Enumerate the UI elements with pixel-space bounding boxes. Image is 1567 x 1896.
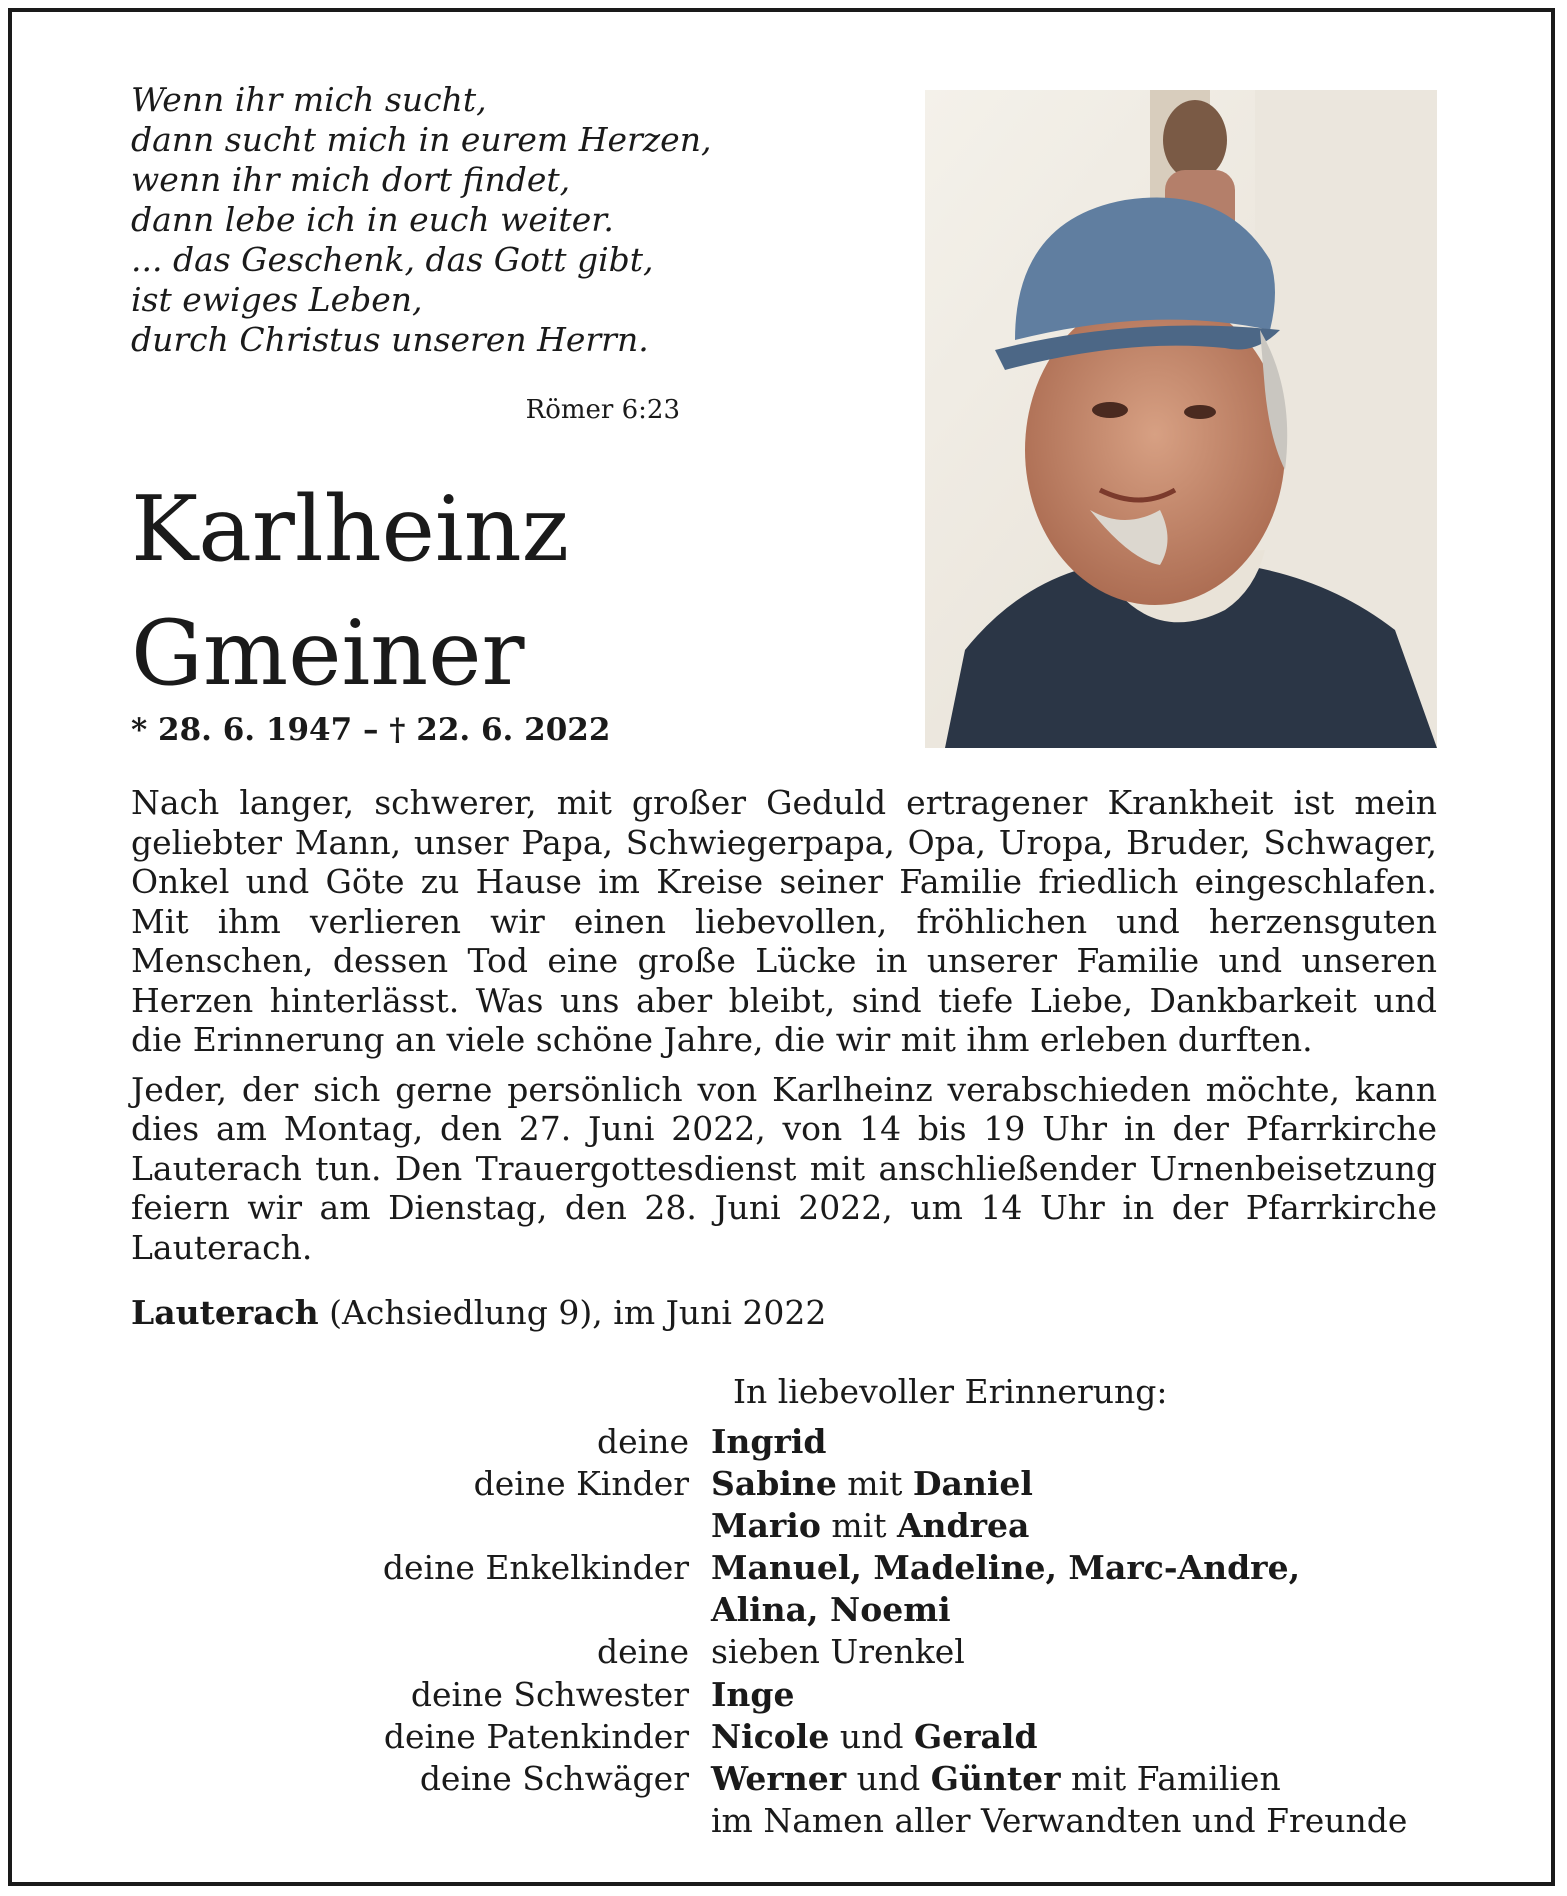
place-town: Lauterach [131, 1293, 319, 1332]
signoff: In liebevoller Erinnerung: [733, 1372, 1168, 1411]
relation-label: deine Schwester [410, 1674, 689, 1714]
family-member-name: Werner [711, 1758, 847, 1798]
poem-line: dann lebe ich in euch weiter. [131, 200, 614, 239]
family-member-name: Ingrid [711, 1422, 827, 1461]
connector-text: und [829, 1716, 914, 1756]
family-member-name: Gerald [913, 1716, 1038, 1756]
relation-label [131, 1800, 711, 1842]
connector-text: mit Familien [1060, 1758, 1281, 1798]
family-member-name: Daniel [912, 1464, 1033, 1504]
connector-text: und [846, 1758, 931, 1798]
connector-text: im Namen aller Verwandten und Freunde [711, 1800, 1408, 1840]
family-member-name: Nicole [711, 1716, 830, 1756]
funeral-details-paragraph: Jeder, der sich gerne persönlich von Karlheinz verabschieden möchte, kann dies am Montag, den 27. Juni 2022, von 14 bis 19 Uhr in der Pfarrkirche Lauterach tun. Den Trauergottesdienst mit anschließender Urnenbeisetzung feiern wir am Dienstag, den 28. Juni 2022, um 14 Uhr in der Pfarrkirche Lauterach. [131, 1069, 1437, 1267]
family-row [131, 1421, 1451, 1463]
poem-line: wenn ihr mich dort findet, [131, 160, 571, 199]
family-names [711, 1674, 795, 1716]
place-rest: (Achsiedlung 9), im Juni 2022 [318, 1293, 827, 1332]
relation-label: deine Enkelkinder [382, 1548, 689, 1588]
portrait-photo [925, 90, 1437, 748]
family-names [711, 1463, 1033, 1505]
family-member-name: Günter [930, 1758, 1061, 1798]
family-names [711, 1800, 1407, 1842]
relation-label: deine Schwäger [419, 1758, 689, 1798]
family-row [131, 1547, 1451, 1589]
obituary-text [131, 783, 1437, 1267]
connector-text: sieben Urenkel [711, 1632, 965, 1672]
family-member-name: Sabine [711, 1464, 837, 1504]
family-row [131, 1589, 1451, 1631]
relation-label: deine Kinder [473, 1464, 689, 1504]
family-row [131, 1463, 1451, 1505]
first-name: Karlheinz [131, 477, 570, 582]
family-names [711, 1716, 1038, 1758]
family-names [711, 1421, 827, 1463]
family-names [711, 1631, 965, 1673]
family-row [131, 1505, 1451, 1547]
family-names [711, 1589, 951, 1631]
poem-line: durch Christus unseren Herrn. [131, 320, 649, 359]
poem-line: ... das Geschenk, das Gott gibt, [131, 240, 654, 279]
family-member-name: Alina, Noemi [711, 1590, 951, 1630]
family-member-name: Inge [711, 1674, 795, 1714]
relation-label [131, 1505, 711, 1547]
relation-label: deine [597, 1632, 689, 1672]
family-member-name: Manuel, Madeline, Marc-Andre, [711, 1548, 1301, 1588]
family-row [131, 1758, 1451, 1800]
family-member-name: Mario [711, 1506, 821, 1546]
family-names [711, 1758, 1281, 1800]
portrait-illustration [925, 90, 1437, 748]
family-names [711, 1547, 1300, 1589]
last-name: Gmeiner [131, 601, 525, 706]
relation-label: deine [597, 1422, 689, 1461]
family-names [711, 1505, 1029, 1547]
place-date-line [131, 1293, 826, 1333]
connector-text: mit [836, 1464, 913, 1504]
family-member-name: Andrea [896, 1506, 1030, 1546]
family-row [131, 1716, 1451, 1758]
poem-line: dann sucht mich in eurem Herzen, [131, 120, 712, 159]
family-list [131, 1421, 1451, 1842]
poem-line: ist ewiges Leben, [131, 280, 423, 319]
deceased-name [131, 468, 569, 716]
family-row [131, 1674, 1451, 1716]
poem-line: Wenn ihr mich sucht, [131, 80, 487, 119]
relation-label: deine Patenkinder [383, 1716, 689, 1756]
poem-reference: Römer 6:23 [525, 395, 680, 425]
life-dates: * 28. 6. 1947 – † 22. 6. 2022 [131, 712, 611, 748]
relation-label [131, 1589, 711, 1631]
poem [131, 80, 712, 360]
family-row [131, 1800, 1451, 1842]
connector-text: mit [820, 1506, 897, 1546]
family-row [131, 1631, 1451, 1673]
obituary-paragraph: Nach langer, schwerer, mit großer Geduld ertragener Krankheit ist mein geliebter Mann, unser Papa, Schwiegerpapa, Opa, Uropa, Bruder, Schwager, Onkel und Göte zu Hause im Kreise seiner Familie friedlich eingeschlafen. Mit ihm verlieren wir einen liebevollen, fröhlichen und herzensguten Menschen, dessen Tod eine große Lücke in unserer Familie und unseren Herzen hinterlässt. Was uns aber bleibt, sind tiefe Liebe, Dankbarkeit und die Erinnerung an viele schöne Jahre, die wir mit ihm erleben durften. [131, 783, 1437, 1059]
